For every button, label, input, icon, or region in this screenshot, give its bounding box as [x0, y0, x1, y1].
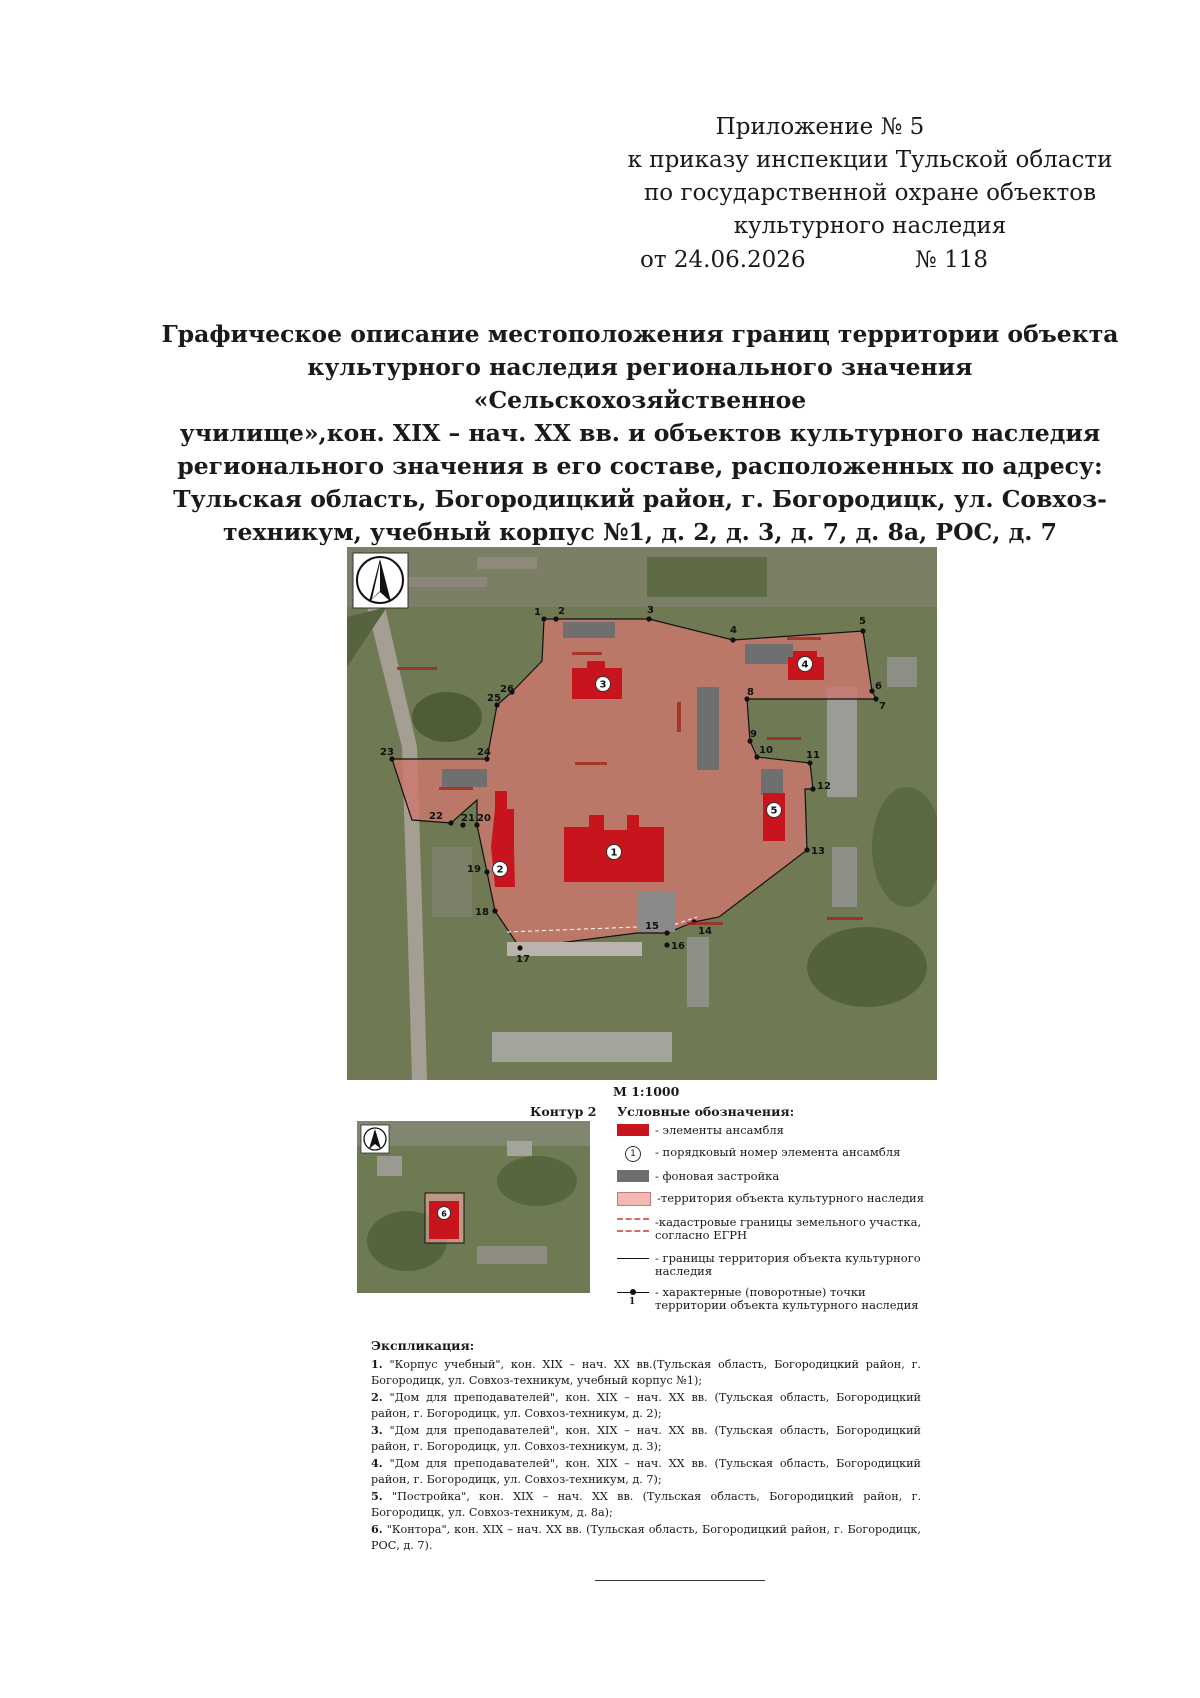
boundary-point-label: 5: [859, 616, 866, 627]
element-number-label: 2: [496, 864, 504, 876]
explication-item: 4. "Дом для преподавателей", кон. XIX – нач. XX вв. (Тульская область, Богородицкий район, г. Богородицк, ул. Совхоз-техникум, д. 7);: [371, 1456, 921, 1486]
legend-swatch: [617, 1124, 649, 1136]
boundary-point: [646, 616, 651, 621]
explication-title: Экспликация:: [371, 1338, 475, 1353]
legend-swatch: [617, 1218, 649, 1232]
boundary-point-label: 11: [806, 750, 820, 761]
legend-swatch: 1: [617, 1286, 649, 1306]
order-ref-line: к приказу инспекции Тульской области: [627, 147, 1113, 173]
boundary-point: [804, 847, 809, 852]
contour-2-map: [357, 1121, 590, 1293]
legend-swatch: [617, 1258, 649, 1259]
boundary-point-label: 16: [671, 941, 685, 952]
legend-label: - фоновая застройка: [655, 1169, 780, 1183]
legend-title: Условные обозначения:: [617, 1104, 795, 1119]
legend-item-ensemble: [617, 1124, 784, 1137]
footer-rule: [595, 1580, 765, 1581]
boundary-point: [517, 945, 522, 950]
legend-label: - характерные (поворотные) точки территории объекта культурного наследия: [655, 1285, 919, 1312]
boundary-point-label: 25: [487, 693, 501, 704]
title-line: Тульская область, Богородицкий район, г. Богородицк, ул. Совхоз-: [173, 485, 1107, 513]
boundary-point: [730, 637, 735, 642]
map-scale: М 1:1000: [613, 1084, 680, 1099]
title-line: культурного наследия регионального значения «Сельскохозяйственное: [307, 353, 973, 414]
boundary-point-label: 12: [817, 781, 831, 792]
boundary-point: [484, 869, 489, 874]
boundary-point-label: 17: [516, 954, 530, 965]
legend-item-cadastral: [617, 1216, 927, 1242]
main-map: [347, 547, 937, 1080]
boundary-point: [860, 628, 865, 633]
legend-label: - порядковый номер элемента ансамбля: [655, 1145, 901, 1159]
order-ref-line: по государственной охране объектов: [643, 180, 1097, 206]
legend-swatch: [617, 1192, 651, 1206]
element-number-label: 5: [770, 805, 778, 817]
legend-label: - границы территория объекта культурного наследия: [655, 1251, 921, 1278]
boundary-point-label: 2: [558, 606, 565, 617]
element-number-label: 1: [610, 847, 618, 859]
legend-label: -территория объекта культурного наследия: [657, 1191, 924, 1205]
title-line: училище»,кон. XIX – нач. XX вв. и объектов культурного наследия: [179, 419, 1101, 447]
boundary-point: [810, 786, 815, 791]
element-number-label: 4: [801, 659, 809, 671]
boundary-point: [448, 820, 453, 825]
boundary-point-label: 4: [730, 625, 737, 636]
explication-item: 3. "Дом для преподавателей", кон. XIX – нач. XX вв. (Тульская область, Богородицкий район, г. Богородицк, ул. Совхоз-техникум, д. 3);: [371, 1423, 921, 1453]
neighbor-building: [827, 687, 857, 797]
boundary-point-label: 7: [879, 701, 886, 712]
number-circle-icon: 1: [625, 1146, 641, 1162]
boundary-point-label: 21: [461, 813, 475, 824]
boundary-point: [807, 760, 812, 765]
order-ref-line: культурного наследия: [733, 213, 1007, 239]
boundary-point-label: 22: [429, 811, 443, 822]
legend-label: -кадастровые границы земельного участка, согласно ЕГРН: [655, 1215, 922, 1242]
boundary-point-label: 20: [477, 813, 491, 824]
explication-item: 5. "Постройка", кон. XIX – нач. XX вв. (Тульская область, Богородицкий район, г. Богородицк, ул. Совхоз-техникум, д. 8а);: [371, 1489, 921, 1519]
background-building: [745, 644, 793, 664]
legend-swatch: [617, 1146, 649, 1162]
boundary-point-label: 1: [534, 607, 541, 618]
title-line: регионального значения в его составе, расположенных по адресу:: [177, 452, 1103, 480]
boundary-point-label: 9: [750, 729, 757, 740]
neighbor-building: [492, 1032, 672, 1062]
boundary-point: [541, 616, 546, 621]
order-number: № 118: [915, 247, 988, 273]
explication-item: 1. "Корпус учебный", кон. XIX – нач. XX вв.(Тульская область, Богородицкий район, г. Богородицк, ул. Совхоз-техникум, учебный корпус №1);: [371, 1357, 921, 1387]
legend-swatch: [617, 1170, 649, 1182]
legend-label: - элементы ансамбля: [655, 1123, 784, 1137]
background-building: [761, 769, 783, 795]
boundary-point-label: 23: [380, 747, 394, 758]
background-building: [563, 622, 615, 638]
boundary-point-label: 26: [500, 684, 514, 695]
explication-item: 2. "Дом для преподавателей", кон. XIX – нач. XX вв. (Тульская область, Богородицкий район, г. Богородицк, ул. Совхоз-техникум, д. 2);: [371, 1390, 921, 1420]
element-number-label: 6: [441, 1209, 447, 1219]
boundary-point: [553, 616, 558, 621]
boundary-point-label: 10: [759, 745, 773, 756]
boundary-point-label: 24: [477, 747, 491, 758]
boundary-point-label: 8: [747, 687, 754, 698]
legend-item-points: [617, 1286, 937, 1312]
boundary-point: [869, 688, 874, 693]
legend-item-background: [617, 1170, 779, 1183]
legend-item-element-number: [617, 1146, 900, 1162]
contour-2-label: Контур 2: [530, 1104, 597, 1119]
title-line: техникум, учебный корпус №1, д. 2, д. 3, д. 7, д. 8а, РОС, д. 7: [222, 518, 1058, 546]
explication-list: [371, 1356, 921, 1554]
legend-item-boundary: [617, 1252, 927, 1278]
legend-item-territory: [617, 1192, 924, 1206]
boundary-point-label: 15: [645, 921, 659, 932]
background-building: [697, 687, 719, 770]
boundary-point: [492, 908, 497, 913]
boundary-point-label: 3: [647, 605, 654, 616]
explication-item: 6. "Контора", кон. XIX – нач. XX вв. (Тульская область, Богородицкий район, г. Богородицк, РОС, д. 7).: [371, 1522, 921, 1552]
boundary-point: [664, 942, 669, 947]
north-arrow-icon: [353, 553, 408, 608]
order-date: от 24.06.2026: [640, 247, 806, 273]
boundary-point-label: 13: [811, 846, 825, 857]
boundary-point-label: 19: [467, 864, 481, 875]
boundary-point-label: 18: [475, 907, 489, 918]
background-building: [442, 769, 487, 787]
title-line: Графическое описание местоположения границ территории объекта: [161, 320, 1119, 348]
north-arrow-icon: [361, 1125, 389, 1153]
document-title: [160, 318, 1120, 549]
appendix-number: Приложение № 5: [715, 114, 925, 140]
boundary-point: [873, 696, 878, 701]
boundary-point-label: 6: [875, 681, 882, 692]
element-number-label: 3: [599, 679, 607, 691]
boundary-point-label: 14: [698, 926, 712, 937]
boundary-point: [664, 930, 669, 935]
